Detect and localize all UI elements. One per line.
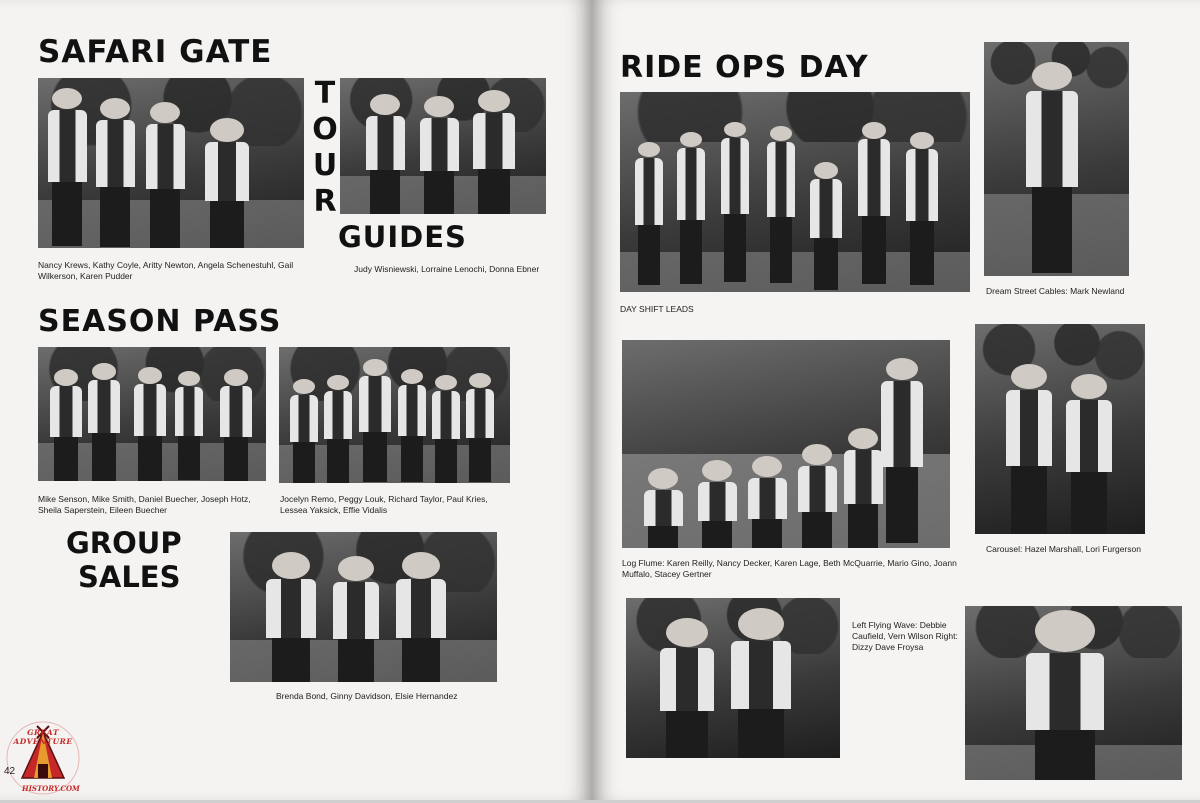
day-shift-leads-photo <box>620 92 970 292</box>
tour-letter: O <box>312 112 338 147</box>
page-number: 42 <box>4 766 16 777</box>
season-pass-photo-1 <box>38 347 266 481</box>
sales-heading-line: SALES <box>78 560 181 594</box>
tour-letter: U <box>312 148 338 183</box>
group-heading-line: GROUP <box>66 526 182 560</box>
great-adventure-logo <box>4 718 82 798</box>
log-flume-caption: Log Flume: Karen Reilly, Nancy Decker, Karen Lage, Beth McQuarrie, Mario Gino, Joann Muffalo, Stacey Gertner <box>622 558 957 579</box>
flying-wave-left-photo <box>626 598 840 758</box>
season-pass-photo-2 <box>279 347 510 483</box>
season-pass-caption-2: Jocelyn Remo, Peggy Louk, Richard Taylor, Paul Kries, Lessea Yaksick, Effie Vidalis <box>280 494 488 515</box>
flying-wave-caption: Left Flying Wave: Debbie Caufield, Vern Wilson Right: Dizzy Dave Froysa <box>852 620 958 652</box>
safari-gate-heading: SAFARI GATE <box>38 34 273 70</box>
season-pass-caption-1: Mike Senson, Mike Smith, Daniel Buecher, Joseph Hotz, Sheila Saperstein, Eileen Buecher <box>38 494 251 515</box>
tour-guides-photo <box>340 78 546 214</box>
carousel-caption: Carousel: Hazel Marshall, Lori Furgerson <box>986 544 1141 554</box>
log-flume-photo <box>622 340 950 548</box>
safari-gate-caption: Nancy Krews, Kathy Coyle, Aritty Newton, Angela Schenestuhl, Gail Wilkerson, Karen Pudder <box>38 260 294 281</box>
group-sales-photo <box>230 532 497 682</box>
logo-text-bottom: HISTORY.COM <box>22 784 80 793</box>
group-sales-caption: Brenda Bond, Ginny Davidson, Elsie Hernandez <box>276 691 458 701</box>
tour-letter: T <box>314 76 336 111</box>
season-pass-heading: SEASON PASS <box>38 304 282 339</box>
tour-guides-caption: Judy Wisniewski, Lorraine Lenochi, Donna Ebner <box>354 264 540 274</box>
dream-street-cables-caption: Dream Street Cables: Mark Newland <box>986 286 1125 296</box>
tour-vertical-heading <box>312 76 338 220</box>
tour-letter: R <box>313 184 337 219</box>
flying-wave-right-photo <box>965 606 1182 780</box>
group-sales-heading <box>66 526 182 594</box>
left-page <box>0 0 592 800</box>
logo-text-top: GREAT ADVENTURE <box>13 728 73 746</box>
safari-gate-photo <box>38 78 304 248</box>
dream-street-cables-photo <box>984 42 1129 276</box>
carousel-photo <box>975 324 1145 534</box>
guides-heading: GUIDES <box>338 220 467 254</box>
ride-ops-day-heading: RIDE OPS DAY <box>620 50 869 85</box>
day-shift-leads-caption: DAY SHIFT LEADS <box>620 304 694 314</box>
right-page <box>592 0 1200 800</box>
